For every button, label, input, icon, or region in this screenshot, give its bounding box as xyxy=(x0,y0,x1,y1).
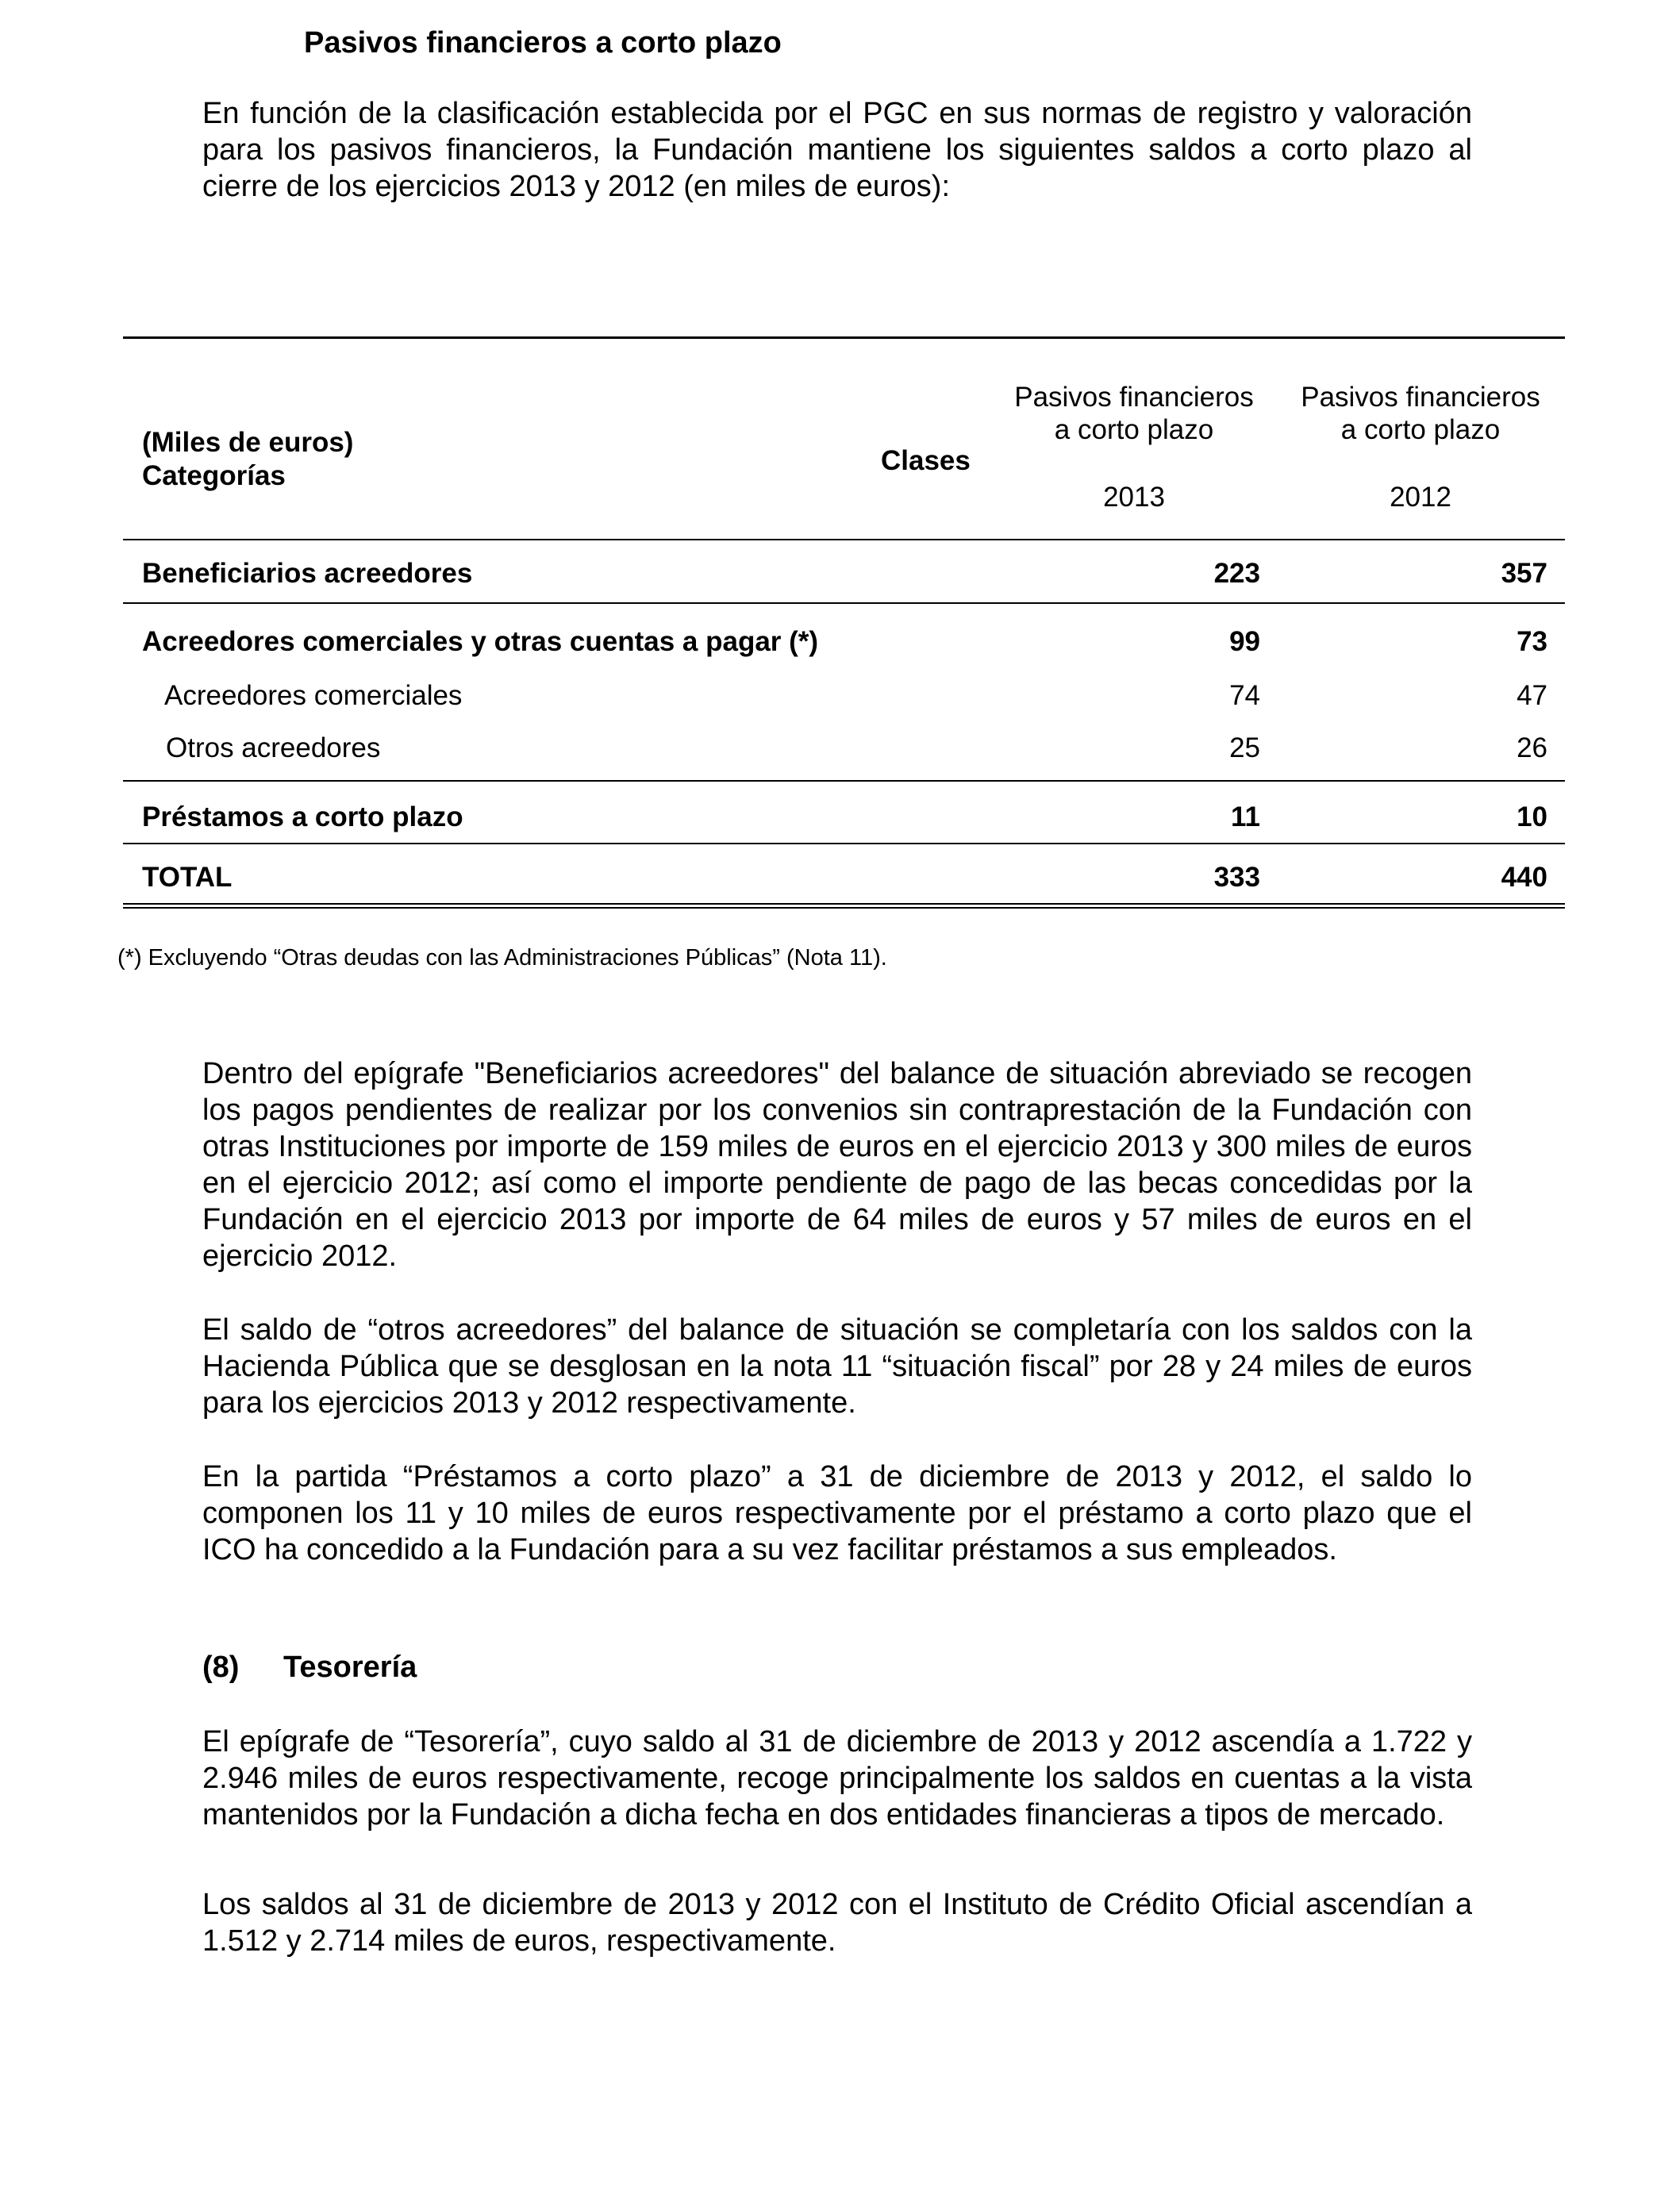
paragraph-tesoreria xyxy=(202,1724,1472,1833)
paragraph-ico-saldos xyxy=(202,1886,1472,1959)
total-value-2012: 440 xyxy=(1501,862,1547,893)
row-value-2012: 10 xyxy=(1517,801,1547,832)
row-value-2013: 11 xyxy=(1231,801,1260,832)
col-header-2013-year: 2013 xyxy=(1103,482,1165,513)
total-value-2013: 333 xyxy=(1213,862,1260,893)
intro-paragraph xyxy=(202,95,1472,205)
row-label: Beneficiarios acreedores xyxy=(142,558,473,589)
unit-label: (Miles de euros) xyxy=(142,427,354,458)
col-header-2012-year: 2012 xyxy=(1390,482,1451,513)
paragraph-prestamos xyxy=(202,1459,1472,1568)
row-label: Otros acreedores xyxy=(166,732,381,763)
paragraph-otros-acreedores xyxy=(202,1312,1472,1421)
row-value-2013: 223 xyxy=(1213,558,1260,589)
row-value-2013: 25 xyxy=(1229,732,1260,763)
row-value-2012: 357 xyxy=(1501,558,1547,589)
row-value-2012: 47 xyxy=(1517,680,1547,711)
section8-title: Tesorería xyxy=(283,1651,417,1684)
intro-text: En función de la clasificación establecida por el PGC en sus normas de registro y valoración para los pasivos financieros, la Fundación mantiene los siguientes saldos a corto plazo al cierre de los ejercicios 2013 y 2012 (en miles de euros): xyxy=(202,97,1472,203)
col-header-2013-line1: Pasivos financieros xyxy=(1014,382,1254,413)
classes-label: Clases xyxy=(881,445,971,476)
row-rule xyxy=(123,780,1565,782)
paragraph-text: Dentro del epígrafe "Beneficiarios acreedores" del balance de situación abreviado se recogen los pagos pendientes de realizar por los convenios sin contraprestación de la Fundación con otras Instituciones por importe de 159 miles de euros en el ejercicio 2013 y 300 miles de euros en el ejercicio 2012; así como el importe pendiente de pago de las becas concedidas por la Fundación en el ejercicio 2013 por importe de 64 miles de euros y 57 miles de euros en el ejercicio 2012. xyxy=(202,1057,1472,1273)
header-bottom-rule xyxy=(123,539,1565,540)
row-label: Acreedores comerciales xyxy=(164,680,463,711)
row-rule xyxy=(123,843,1565,844)
paragraph-text: Los saldos al 31 de diciembre de 2013 y 2012 con el Instituto de Crédito Oficial ascendían a 1.512 y 2.714 miles de euros, respectivamente. xyxy=(202,1888,1472,1958)
total-label: TOTAL xyxy=(142,862,233,893)
section-title: Pasivos financieros a corto plazo xyxy=(304,26,782,60)
row-value-2013: 74 xyxy=(1229,680,1260,711)
table-footnote: (*) Excluyendo “Otras deudas con las Administraciones Públicas” (Nota 11). xyxy=(117,945,887,970)
table-top-rule xyxy=(123,336,1565,339)
row-value-2013: 99 xyxy=(1229,626,1260,657)
paragraph-text: El epígrafe de “Tesorería”, cuyo saldo al 31 de diciembre de 2013 y 2012 ascendía a 1.722 y 2.946 miles de euros respectivamente, recoge principalmente los saldos en cuentas a la vista mantenidos por la Fundación a dicha fecha en dos entidades financieras a tipos de mercado. xyxy=(202,1725,1472,1831)
row-label: Préstamos a corto plazo xyxy=(142,801,463,832)
row-rule xyxy=(123,602,1565,604)
row-value-2012: 73 xyxy=(1517,626,1547,657)
col-header-2012-line1: Pasivos financieros xyxy=(1301,382,1540,413)
col-header-2012-line2: a corto plazo xyxy=(1340,414,1501,445)
paragraph-text: En la partida “Préstamos a corto plazo” a 31 de diciembre de 2013 y 2012, el saldo lo componen los 11 y 10 miles de euros respectivamente por el préstamo a corto plazo que el ICO ha concedido a la Fundación para a su vez facilitar préstamos a sus empleados. xyxy=(202,1460,1472,1566)
row-label: Acreedores comerciales y otras cuentas a pagar (*) xyxy=(142,626,819,657)
table-bottom-double-rule xyxy=(123,903,1565,905)
paragraph-beneficiarios xyxy=(202,1055,1472,1274)
categories-label: Categorías xyxy=(142,460,286,491)
section8-number: (8) xyxy=(202,1651,240,1684)
row-value-2012: 26 xyxy=(1517,732,1547,763)
paragraph-text: El saldo de “otros acreedores” del balance de situación se completaría con los saldos con la Hacienda Pública que se desglosan en la nota 11 “situación fiscal” por 28 y 24 miles de euros para los ejercicios 2013 y 2012 respectivamente. xyxy=(202,1313,1472,1420)
col-header-2013-line2: a corto plazo xyxy=(1054,414,1214,445)
